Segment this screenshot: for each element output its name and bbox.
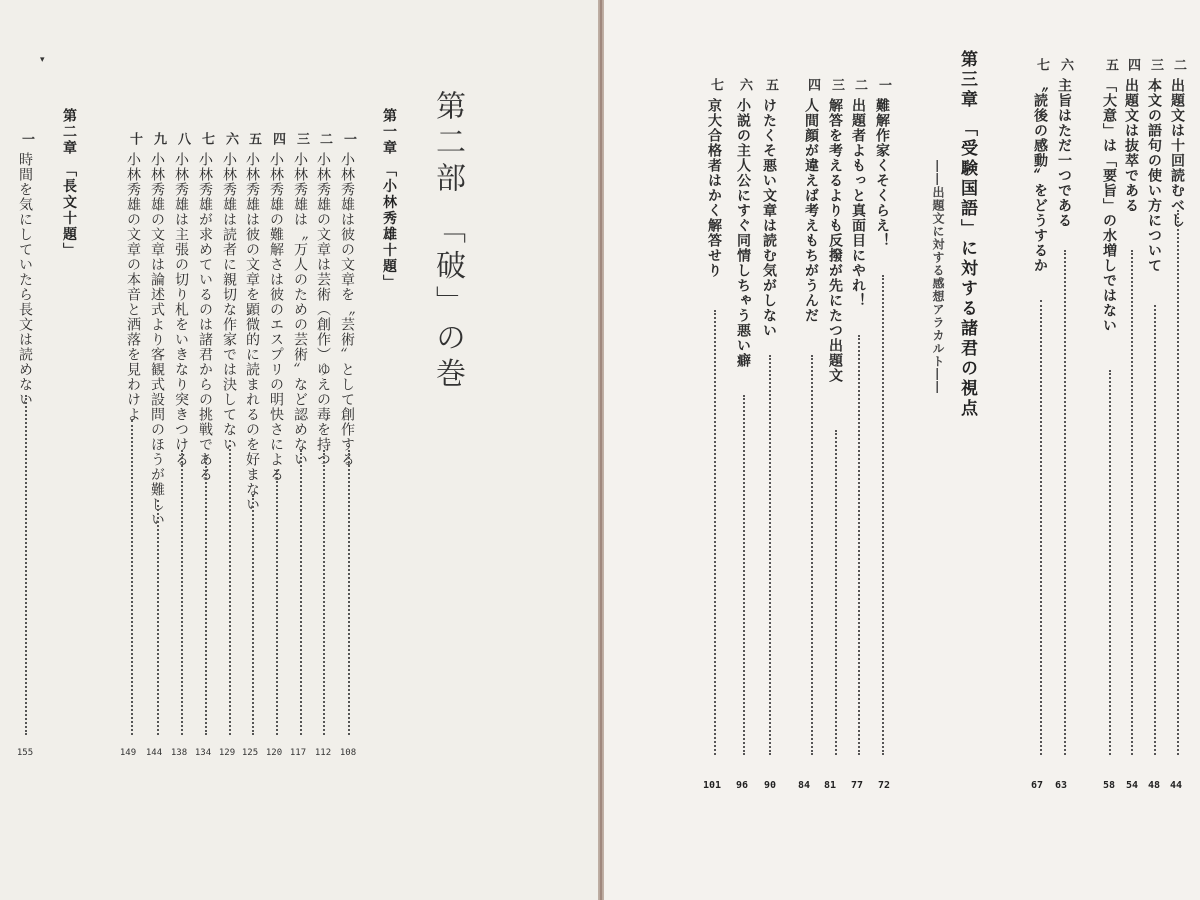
entry-number: 五	[1103, 58, 1118, 71]
leader-dots	[714, 310, 716, 755]
leader-dots	[276, 470, 278, 735]
left-page	[0, 0, 598, 900]
entry-title: 小林秀雄は読者に親切な作家では決してない	[221, 152, 237, 452]
entry-number: 九	[151, 132, 166, 145]
entry-title: 「大意」は「要旨」の水増しではない	[1101, 78, 1117, 333]
show-through	[744, 40, 774, 70]
entry-number: 十	[127, 132, 142, 145]
entry-title: 小林秀雄は主張の切り札をいきなり突きつける	[173, 152, 189, 467]
entry-number: 五	[763, 78, 778, 91]
entry-number: 三	[1148, 58, 1163, 71]
page-number: 54	[1125, 780, 1139, 791]
entry-number: 二	[317, 132, 332, 145]
page-number: 134	[194, 748, 212, 758]
entry-title: 小林秀雄は〝万人のための芸術〟など認めない	[292, 152, 308, 467]
entry-title: 小林秀雄の文章の本音と洒落を見わけよ	[125, 152, 141, 422]
entry-number: 二	[1171, 58, 1186, 71]
leader-dots	[348, 450, 350, 735]
leader-dots	[229, 440, 231, 735]
entry-number: 五	[246, 132, 261, 145]
entry-title: 小林秀雄の文章は芸術（創作）ゆえの毒を持つ	[315, 152, 331, 467]
entry-number: 三	[829, 78, 844, 91]
entry-title: 難解作家くそくらえ！	[874, 98, 890, 248]
entry-title: 小林秀雄は彼の文章を〝芸術〟として創作する	[339, 152, 355, 467]
page-number: 108	[339, 748, 357, 758]
entry-number: 四	[805, 78, 820, 91]
entry-number: 七	[708, 78, 723, 91]
entry-title: 小説の主人公にすぐ同情しちゃう悪い癖	[735, 98, 751, 368]
leader-dots	[1154, 305, 1156, 755]
entry-title: 出題文は十回読むべし	[1169, 78, 1185, 228]
page-number: 101	[702, 780, 722, 791]
leader-dots	[181, 450, 183, 735]
page-number: 58	[1102, 780, 1116, 791]
entry-title: 〝読後の感動〟をどうするか	[1032, 78, 1048, 273]
entry-number: 一	[19, 132, 34, 145]
leader-dots	[1177, 210, 1179, 755]
leader-dots	[323, 450, 325, 735]
chapter-3-heading: 第三章 「受験国語」に対する諸君の視点	[957, 50, 977, 419]
entry-title: 主旨はただ一つである	[1056, 78, 1072, 228]
leader-dots	[1064, 250, 1066, 755]
page-number: 96	[735, 780, 749, 791]
leader-dots	[252, 495, 254, 735]
entry-number: 六	[223, 132, 238, 145]
entry-number: 七	[1034, 58, 1049, 71]
leader-dots	[1040, 300, 1042, 755]
leader-dots	[1131, 250, 1133, 755]
entry-title: 小林秀雄の文章は論述式より客観式設問のほうが難しい	[149, 152, 165, 527]
page-number: 63	[1054, 780, 1068, 791]
chapter-1-heading: 第一章 「小林秀雄十題」	[381, 108, 397, 291]
page-number: 44	[1169, 780, 1183, 791]
part-title: 第二部 「破」の巻	[430, 90, 465, 394]
leader-dots	[811, 355, 813, 755]
entry-number: 六	[1058, 58, 1073, 71]
entry-title: けたくそ悪い文章は読む気がしない	[761, 98, 777, 338]
entry-title: 人間顔が違えば考えもちがうんだ	[803, 98, 819, 323]
leader-dots	[131, 420, 133, 735]
entry-title: 時間を気にしていたら長文は読めない	[17, 152, 33, 407]
page-number: 77	[850, 780, 864, 791]
leader-dots	[157, 500, 159, 735]
page-number: 112	[314, 748, 332, 758]
entry-number: 四	[1125, 58, 1140, 71]
leader-dots	[25, 395, 27, 735]
entry-title: 小林秀雄は彼の文章を顕微的に読まれるのを好まない	[244, 152, 260, 512]
entry-title: 小林秀雄が求めているのは諸君からの挑戦である	[197, 152, 213, 482]
chapter-3-subtitle: ――出題文に対する感想アラカルト――	[931, 160, 945, 394]
entry-number: 七	[199, 132, 214, 145]
page-number: 149	[119, 748, 137, 758]
page-number: 72	[877, 780, 891, 791]
chapter-2-heading: 第二章 「長文十題」	[61, 108, 77, 259]
leader-dots	[858, 335, 860, 755]
entry-number: 八	[175, 132, 190, 145]
leader-dots	[205, 455, 207, 735]
leader-dots	[1109, 370, 1111, 755]
entry-title: 京大合格者はかく解答せり	[706, 98, 722, 278]
page-number: 120	[265, 748, 283, 758]
entry-number: 三	[294, 132, 309, 145]
leader-dots	[300, 450, 302, 735]
leader-dots	[743, 395, 745, 755]
page-number: 81	[823, 780, 837, 791]
page-number: 125	[241, 748, 259, 758]
entry-title: 小林秀雄の難解さは彼のエスプリの明快さによる	[268, 152, 284, 482]
page-number: 129	[218, 748, 236, 758]
entry-number: 一	[341, 132, 356, 145]
leader-dots	[769, 355, 771, 755]
page-number: 84	[797, 780, 811, 791]
leader-dots	[882, 275, 884, 755]
page-number: 90	[763, 780, 777, 791]
page-number: 48	[1147, 780, 1161, 791]
entry-number: 四	[270, 132, 285, 145]
leader-dots	[835, 430, 837, 755]
page-number: 138	[170, 748, 188, 758]
entry-title: 出題者よもっと真面目にやれ！	[850, 98, 866, 308]
page-number: 155	[16, 748, 34, 758]
right-page	[604, 0, 1200, 900]
corner-mark: ▾	[40, 55, 45, 65]
entry-number: 六	[737, 78, 752, 91]
entry-title: 本文の語句の使い方について	[1146, 78, 1162, 273]
page-number: 144	[145, 748, 163, 758]
page-number: 117	[289, 748, 307, 758]
entry-title: 出題文は抜萃である	[1123, 78, 1139, 213]
entry-title: 解答を考えるよりも反撥が先にたつ出題文	[827, 98, 843, 383]
entry-number: 二	[852, 78, 867, 91]
page-number: 67	[1030, 780, 1044, 791]
entry-number: 一	[876, 78, 891, 91]
